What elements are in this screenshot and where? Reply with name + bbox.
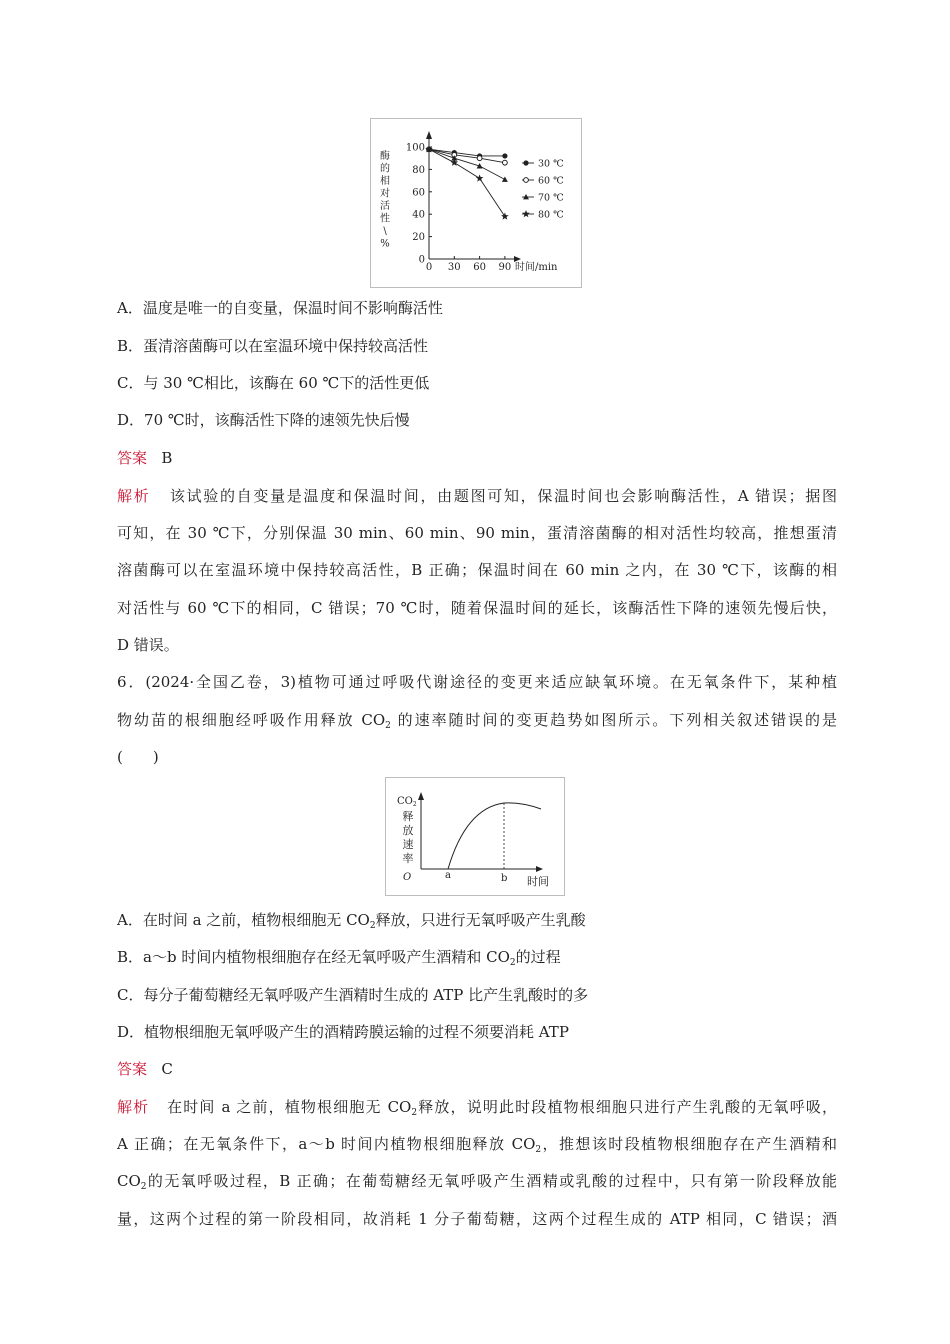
q6-option-d: D．植物根细胞无氧呼吸产生的酒精跨膜运输的过程不须要消耗 ATP <box>117 1023 569 1041</box>
q5-answer <box>117 448 172 468</box>
y-axis-label-char: 释 <box>402 810 414 823</box>
y-axis-label <box>403 810 414 865</box>
x-tick-label: 0 <box>425 262 433 273</box>
q5-analysis-line-2: 可知，在 30 ℃下，分别保温 30 min、60 min、90 min，蛋清溶菌酶的相对活性均较高，推想蛋清 <box>117 524 837 542</box>
y-axis-label-char: 对 <box>380 188 390 200</box>
subscript: 2 <box>385 721 391 731</box>
enzyme-activity-chart <box>371 119 581 287</box>
q5-option-c: C．与 30 ℃相比，该酶在 60 ℃下的活性更低 <box>117 374 430 392</box>
q6-analysis-line-2: A 正确；在无氧条件下，a～b 时间内植物根细胞释放 $CO_2$，推想该时段植物根细胞存在产生酒精和 <box>117 1135 837 1155</box>
y-axis-label-char: 相 <box>380 176 390 187</box>
stem-text: 物幼苗的根细胞经呼吸作用释放 CO <box>117 711 386 729</box>
data-point <box>524 178 529 183</box>
analysis-text: 该试验的自变量是温度和保温时间，由题图可知，保温时间也会影响酶活性，A 错误；据图 <box>169 487 837 505</box>
series-line <box>429 149 505 179</box>
y-axis-label-char: 速 <box>402 838 414 851</box>
data-point <box>502 153 507 158</box>
series-line <box>429 149 505 216</box>
y-axis-label <box>380 149 390 250</box>
x-tick-label: 90 <box>498 262 512 273</box>
y-axis-label-char: 酶 <box>380 151 390 162</box>
y-tick-label: 80 <box>412 164 425 176</box>
analysis-label: 解析 <box>117 1098 150 1116</box>
y-axis-label-char: 放 <box>402 824 414 837</box>
answer-label: 答案 <box>117 1060 148 1078</box>
q6-option-c: C．每分子葡萄糖经无氧呼吸产生酒精时生成的 ATP 比产生乳酸时的多 <box>117 986 589 1004</box>
legend-label: 30 ℃ <box>538 158 564 170</box>
legend-label: 70 ℃ <box>538 192 564 204</box>
q6-option-a: A．在时间 a 之前，植物根细胞无 $CO_2$释放，只进行无氧呼吸产生乳酸 <box>117 911 586 931</box>
answer-label: 答案 <box>117 449 148 467</box>
y-tick-label: 100 <box>405 142 425 154</box>
data-point <box>476 174 484 181</box>
y-axis-label-char: 的 <box>380 163 390 175</box>
y-tick-label: 60 <box>412 187 425 199</box>
q6-analysis-line-3: $CO_2$的无氧呼吸过程，B 正确；在葡萄糖经无氧呼吸产生酒精或乳酸的过程中，只有第一阶段释放能 <box>117 1172 837 1192</box>
data-point <box>523 160 528 165</box>
stem-text: 的速率随时间的变更趋势如图所示。下列相关叙述错误的是 <box>397 711 837 729</box>
y-axis-arrow <box>426 131 432 139</box>
q6-stem-line-3: ( ) <box>117 748 159 766</box>
x-tick-label: 60 <box>473 262 486 273</box>
q5-option-d: D．70 ℃时，该酶活性下降的速领先快后慢 <box>117 411 410 429</box>
data-point <box>503 160 508 165</box>
x-tick-a: a <box>445 870 451 881</box>
data-point <box>522 210 530 217</box>
q5-analysis-line-1 <box>117 486 837 506</box>
co2-release-chart <box>386 778 564 895</box>
co2-curve <box>448 803 541 869</box>
q5-analysis-line-5: D 错误。 <box>117 636 179 654</box>
answer-value: C <box>161 1060 173 1078</box>
y-axis-label-char: \ <box>383 226 387 237</box>
q6-answer <box>117 1059 173 1079</box>
y-axis-label-co2: $CO_2$ <box>397 796 417 808</box>
q6-analysis-line-4: 量，这两个过程的第一阶段相同，故消耗 1 分子葡萄糖，这两个过程生成的 ATP 相同，C 错误；酒 <box>117 1210 837 1228</box>
x-axis-label: 时间/min <box>515 262 558 273</box>
q5-option-a: A．温度是唯一的自变量，保温时间不影响酶活性 <box>117 299 443 317</box>
q5-option-b: B．蛋清溶菌酶可以在室温环境中保持较高活性 <box>117 337 429 355</box>
data-point <box>477 156 482 161</box>
q6-option-b: B．a～b 时间内植物根细胞存在经无氧呼吸产生酒精和 $CO_2$的过程 <box>117 948 561 968</box>
x-axis-arrow <box>536 866 543 872</box>
x-tick-label: 30 <box>447 262 461 273</box>
q5-analysis-line-4: 对活性与 60 ℃下的相同，C 错误；70 ℃时，随着保温时间的延长，该酶活性下降的速领先慢后快， <box>117 599 837 617</box>
enzyme-activity-figure <box>370 118 582 288</box>
y-tick-label: 0 <box>418 254 425 266</box>
data-point <box>502 176 508 181</box>
origin-label: O <box>403 872 412 883</box>
y-axis-arrow <box>418 792 424 800</box>
q6-stem-line-2 <box>117 710 837 736</box>
co2-release-figure <box>385 777 565 896</box>
answer-value: B <box>161 449 173 467</box>
y-axis-label-char: 率 <box>402 852 414 865</box>
x-axis-label: 时间 <box>527 875 549 888</box>
x-tick-b: b <box>501 873 508 884</box>
y-axis-label-char: 性 <box>380 213 390 225</box>
y-tick-label: 40 <box>412 209 425 221</box>
q6-stem-line-1: 6．(2024·全国乙卷，3)植物可通过呼吸代谢途径的变更来适应缺氧环境。在无氧条件下，某种植 <box>117 673 837 691</box>
legend-label: 80 ℃ <box>538 209 564 221</box>
y-tick-label: 20 <box>412 232 425 244</box>
q5-analysis-line-3: 溶菌酶可以在室温环境中保持较高活性，B 正确；保温时间在 60 min 之内，在 30 ℃下，该酶的相 <box>117 561 837 579</box>
legend-label: 60 ℃ <box>538 175 564 187</box>
y-axis-label-char: % <box>380 238 390 250</box>
data-point <box>501 212 509 219</box>
analysis-label: 解析 <box>117 487 151 505</box>
q6-analysis-line-1: 解析 在时间 a 之前，植物根细胞无 $CO_2$释放，说明此时段植物根细胞只进行产生乳酸的无氧呼吸， <box>117 1098 837 1118</box>
y-axis-label-char: 活 <box>380 201 390 212</box>
